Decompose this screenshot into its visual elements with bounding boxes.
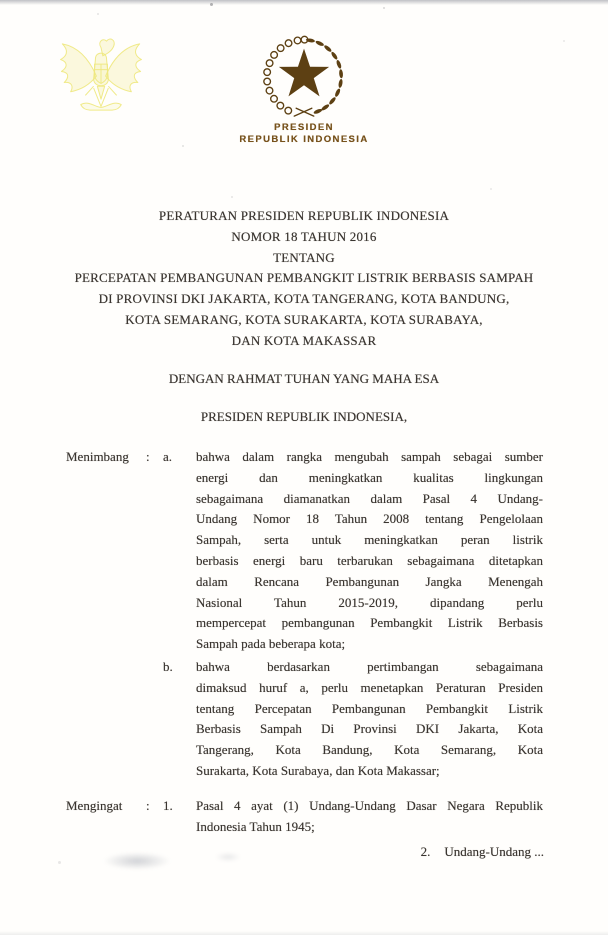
item-text-b [196,657,543,782]
text-line: Tangerang, Kota Bandung, Kota Semarang, Kota [196,742,543,758]
text-line: sebagaimana diamanatkan dalam Pasal 4 Undang- [196,490,543,506]
text-line: DAN KOTA MAKASSAR [231,332,377,348]
letterhead-line2: REPUBLIK INDONESIA [239,133,369,145]
item-marker-a: a. [163,449,173,464]
scan-speck [490,188,492,190]
text-line: PERATURAN PRESIDEN REPUBLIK INDONESIA [158,208,450,223]
text-line: tentang Percepatan Pembangunan Pembangkit Listrik [196,700,543,716]
text-line: Pasal 4 ayat (1) Undang-Undang Dasar Negara Republik [196,797,543,813]
letterhead [0,122,608,145]
considering-label: Menimbang [66,449,129,464]
page-continuation-catchword [66,842,544,863]
recalling-colon: : [146,797,150,813]
item-marker-1: 1. [163,797,173,813]
continuation-marker: 2. [420,844,431,860]
text-line: Surakarta, Kota Surabaya, dan Kota Makassar; [196,762,440,778]
considering-item-a [66,447,544,655]
recalling-item-1 [66,796,544,838]
text-line: dalam Rencana Pembangunan Jangka Menengah [196,573,543,589]
text-line: dimaksud huruf a, perlu menetapkan Peraturan Presiden [196,679,543,695]
considering-item-b [66,657,544,782]
recalling-label: Mengingat [66,797,123,813]
text-line: PERCEPATAN PEMBANGUNAN PEMBANGKIT LISTRIK BERBASIS SAMPAH [74,270,534,286]
scan-edge-top [0,0,608,5]
text-line: Berbasis Sampah Di Provinsi DKI Jakarta, Kota [196,721,543,737]
text-line: energi dan meningkatkan kualitas lingkungan [196,469,543,485]
item-text-a [196,447,543,655]
text-line: Sampah pada beberapa kota; [196,636,346,652]
text-line: berbasis energi baru terbarukan sebagaimana ditetapkan [196,552,543,568]
text-line: KOTA SEMARANG, KOTA SURAKARTA, KOTA SURABAYA, [125,311,483,327]
considering-section [66,447,544,782]
scan-speck [58,861,61,864]
item-marker-b: b. [163,658,173,674]
text-line: DI PROVINSI DKI JAKARTA, KOTA TANGERANG, KOTA BANDUNG, [98,291,510,307]
scan-speck [383,7,385,9]
text-line: mempercepat pembangunan Pembangkit Listrik Berbasis [196,615,543,631]
considering-colon: : [146,449,150,464]
text-line: Sampah, serta untuk meningkatkan peran listrik [196,532,543,548]
recalling-section [66,796,544,863]
regulation-title [0,206,608,352]
garuda-watermark-icon [55,33,147,121]
scan-speck [231,196,233,198]
item-text-1 [196,796,543,838]
letterhead-line1: PRESIDEN [274,122,334,133]
authority-line: PRESIDEN REPUBLIK INDONESIA, [200,409,408,424]
continuation-text: Undang-Undang ... [444,844,544,860]
text-line: Nasional Tahun 2015-2019, dipandang perlu [196,594,543,610]
text-line: NOMOR 18 TAHUN 2016 [231,228,377,244]
invocation-line: DENGAN RAHMAT TUHAN YANG MAHA ESA [168,371,440,386]
scan-speck [182,145,184,147]
text-line: bahwa dalam rangka mengubah sampah sebagai sumber [196,449,543,464]
text-line: Indonesia Tahun 1945; [196,818,315,834]
text-line: TENTANG [273,249,335,265]
presidential-seal-icon [260,34,348,120]
scan-speck [563,40,565,42]
clause-body [66,447,544,863]
text-line: Undang Nomor 18 Tahun 2008 tentang Pengelolaan [196,511,543,527]
text-line: bahwa berdasarkan pertimbangan sebagaimana [196,658,543,674]
scan-edge-bottom [0,931,608,935]
scan-speck [97,13,99,15]
scan-speck [210,3,213,6]
